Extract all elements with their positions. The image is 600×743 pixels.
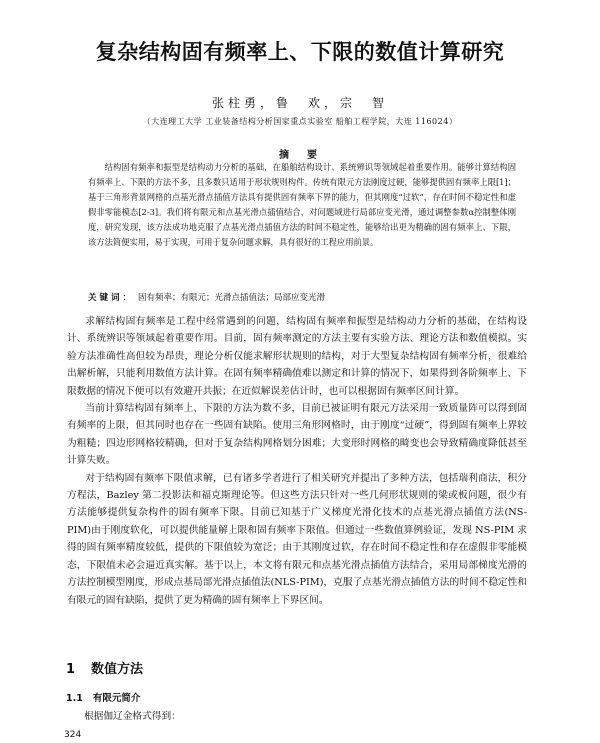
section-heading-1 [66, 658, 159, 677]
subsection-title: 有限元简介 [92, 693, 141, 704]
section-title: 数值方法 [91, 662, 144, 677]
keywords-text: 固有频率；有限元；光滑点插值法；局部应变光滑 [138, 293, 326, 303]
body-paragraph-1: 求解结构固有频率是工程中经常遇到的问题，结构固有频率和振型是结构动力分析的基础，在结构设计、系统辨识等领域起着重要作用。目前，固有频率测定的方法主要有实验方法、理论方法和数值模拟。实验方法准确性高但较为昂贵，理论分析仅能求解形状规则的结构，对于大型复杂结构固有频率分析，很难给出解析解，只能利用数值方法计算。在固有频率精确值难以测定和计算的情况下，如果得到各阶频率上、下限数据的情况下便可以有效避开共振；在近似解误差估计时，也可以根据固有频率区间计算。 [67, 316, 527, 397]
paper-title: 复杂结构固有频率上、下限的数值计算研究 [95, 40, 505, 64]
subsection-text: 根据伽辽金格式得到： [84, 711, 181, 722]
body-paragraph-3: 对于结构固有频率下限值求解，已有诸多学者进行了相关研究并提出了多种方法，包括瑞利商法，积分方程法，Bazley 第二投影法和福克斯理论等。但这些方法只针对一些几何形状规则的梁或板问题，很少有方法能够提供复杂构件的固有频率下限。目前已知基于广义梯度光滑化技术的点基光滑点插值方法(NS-PIM)由于刚度软化，可以提供能量解上限和固有频率下限值。但通过一些数值算例验证，发现 NS-PIM 求得的固有频率精度较低，提供的下限值较为宽泛；由于其刚度过软，存在时间不稳定性和存在虚假非零能模态，下限值未必会逼近真实解。基于以上，本文将有限元和点基光滑点插值方法结合，采用局部梯度光滑的方法控制模型刚度，形成点基局部光滑点插值法(NLS-PIM)，克服了点基光滑点插值方法的时间不稳定性和有限元的固有缺陷，提供了更为精确的固有频率上下界区间。 [67, 472, 527, 606]
subsection-heading-1-1 [66, 690, 150, 704]
page-number: 324 [64, 730, 82, 740]
keywords [88, 292, 516, 304]
abstract-text: 结构固有频率和振型是结构动力分析的基础，在船舶结构设计、系统辨识等领域起着重要作用。能够计算结构固有频率上、下限的方法不多，且多数只适用于形状规则构件。传统有限元方法刚度过硬，能够提供固有频率上限[1]；基于三角形背景网格的点基光滑点插值方法具有提供固有频率下界的能力，但其刚度“过软”，存在时间不稳定性和虚假非零能模态[2-3]。我们将有限元和点基光滑点插值结合，对问题域进行局部应变光滑，通过调整参数α控制整体刚度，研究发现，该方法成功地克服了点基光滑点插值方法的时间不稳定性，能够给出更为精确的固有频率上、下限，该方法简便实用，易于实现，可用于复杂问题求解，具有很好的工程应用前景。 [88, 162, 516, 247]
keywords-label: 关键词： [88, 293, 135, 303]
section-number: 1 [66, 662, 76, 677]
subsection-number: 1.1 [66, 693, 83, 704]
author-list: 张柱勇，鲁 欢，宗 智 [211, 96, 388, 110]
body-paragraph-2: 当前计算结构固有频率上、下限的方法为数不多，目前已被证明有限元方法采用一致质量阵可以得到固有频率的上限，但其同时也存在一些固有缺陷。使用三角形网格时，由于刚度“过硬”，得到固有频率上界较为粗糙；四边形网格较精确，但对于复杂结构网格划分困难；大变形时网格的畸变也会导致精确度降低甚至计算失败。 [67, 403, 527, 467]
abstract-body [88, 160, 516, 249]
body-text [67, 313, 527, 609]
author-affiliation: （大连理工大学 工业装备结构分析国家重点实验室 船舶工程学院，大连 116024） [142, 117, 458, 126]
abstract-heading: 摘 要 [279, 150, 321, 161]
